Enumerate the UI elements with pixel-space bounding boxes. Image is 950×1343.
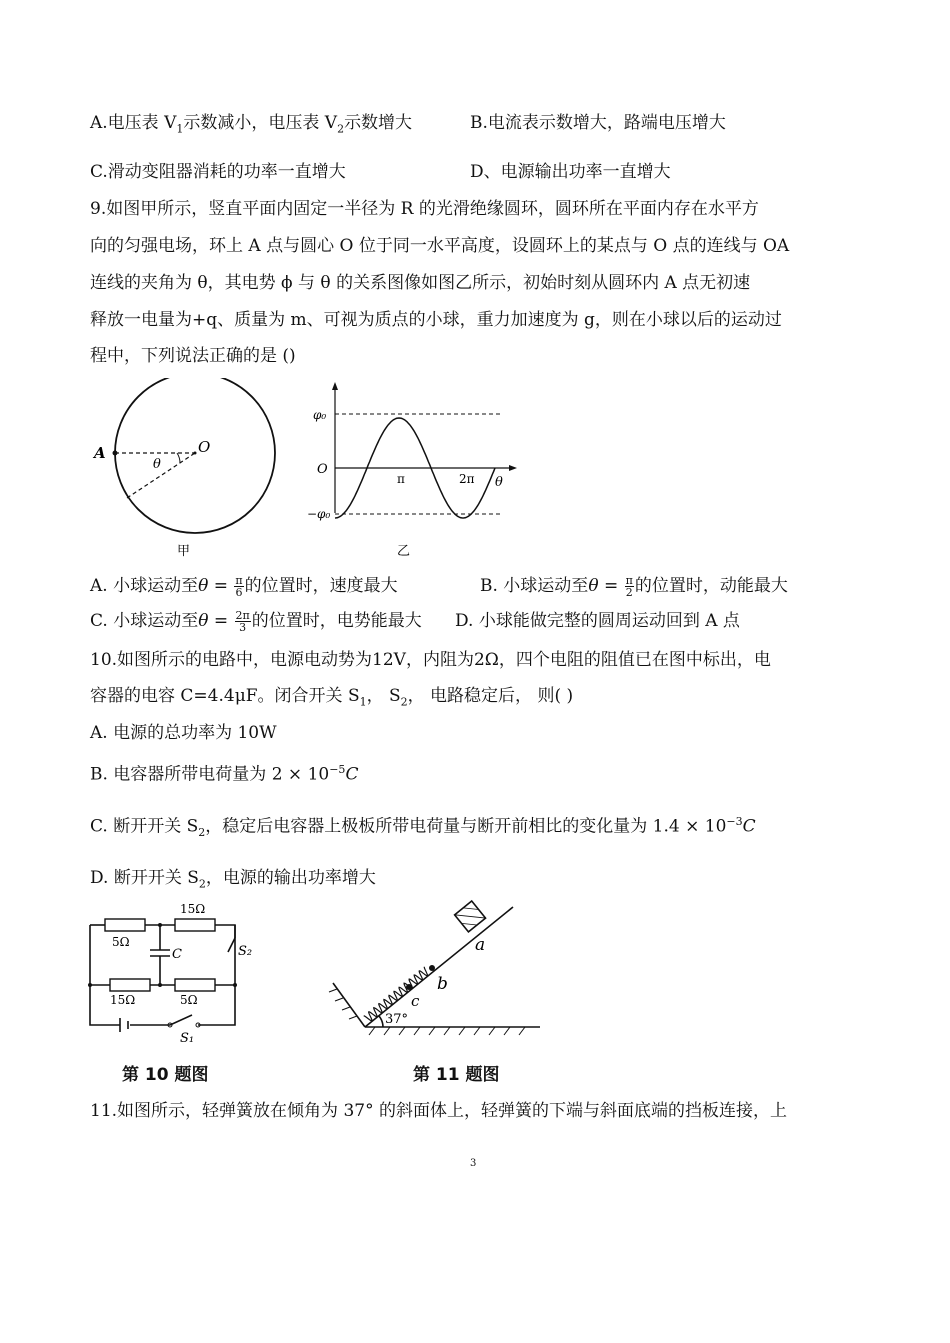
point-c bbox=[406, 984, 412, 990]
label-r-bot-right: 5Ω bbox=[180, 993, 198, 1007]
q9-stem-line-2: 向的匀强电场，环上 A 点与圆心 O 位于同一水平高度，设圆环上的某点与 O 点的连线与 OA bbox=[90, 236, 790, 256]
q10-stem-line-2: 容器的电容 C=4.4μF。闭合开关 $S_1$， $S_2$， 电路稳定后， 则( ) bbox=[90, 686, 574, 709]
q11-figure-caption: 第 11 题图 bbox=[413, 1065, 500, 1085]
resistor-15-bottom bbox=[110, 979, 150, 991]
q10-option-a: A. 电源的总功率为 10W bbox=[90, 723, 277, 743]
angle-arc bbox=[379, 1016, 383, 1027]
q11-figure-incline bbox=[325, 895, 550, 1045]
node-right bbox=[233, 983, 237, 987]
label-phi0: φ₀ bbox=[313, 408, 327, 422]
q9-stem-line-3: 连线的夹角为 θ，其电势 ϕ 与 θ 的关系图像如图乙所示，初始时刻从圆环内 A 点无初速 bbox=[90, 273, 751, 293]
resistor-15-top bbox=[175, 919, 215, 931]
page-number: 3 bbox=[470, 1158, 477, 1169]
baffle-hatch bbox=[329, 989, 357, 1019]
x-axis-arrow bbox=[509, 465, 517, 471]
baffle-plate bbox=[333, 983, 365, 1027]
label-a: a bbox=[475, 935, 486, 955]
caption-jia: 甲 bbox=[177, 544, 191, 559]
theta-arc bbox=[177, 453, 180, 463]
q9-option-a: A. 小球运动至θ = $\frac{\pi}{6}$ 的位置时，速度最大 bbox=[90, 574, 398, 599]
label-s1: S₁ bbox=[180, 1031, 195, 1046]
q9-option-b: B. 小球运动至θ = $\frac{\pi}{2}$ 的位置时，动能最大 bbox=[480, 574, 788, 599]
radius-line bbox=[127, 453, 195, 498]
label-theta-axis: θ bbox=[495, 475, 503, 490]
ground-hatch bbox=[369, 1027, 525, 1035]
q9-stem-line-4: 释放一电量为+q、质量为 m、可视为质点的小球，重力加速度为 g，则在小球以后的运动过 bbox=[90, 310, 782, 330]
wire-right bbox=[198, 925, 235, 1025]
label-c: c bbox=[411, 992, 420, 1010]
node-top bbox=[158, 923, 162, 927]
q10-stem-line-1: 10.如图所示的电路中，电源电动势为12V，内阻为2Ω，四个电阻的阻值已在图中标出，电 bbox=[90, 650, 771, 670]
q11-stem-line-1: 11.如图所示，轻弹簧放在倾角为 37° 的斜面体上，轻弹簧的下端与斜面底端的挡板连接，上 bbox=[90, 1101, 787, 1121]
label-theta: θ bbox=[153, 457, 161, 472]
q10-figure-caption: 第 10 题图 bbox=[122, 1065, 209, 1085]
label-o: O bbox=[198, 438, 211, 456]
label-r-bot-left: 15Ω bbox=[110, 993, 136, 1007]
caption-yi: 乙 bbox=[397, 544, 411, 559]
label-b: b bbox=[437, 974, 448, 994]
label-capacitor: C bbox=[172, 947, 182, 962]
q10-figure-circuit bbox=[80, 890, 270, 1050]
q9-figure-potential-graph bbox=[305, 378, 525, 563]
y-axis-arrow bbox=[332, 382, 338, 390]
node-mid bbox=[158, 983, 162, 987]
point-a bbox=[113, 451, 118, 456]
q9-option-d: D. 小球能做完整的圆周运动回到 A 点 bbox=[455, 611, 740, 631]
q10-option-d: D. 断开开关 $S_2$，电源的输出功率增大 bbox=[90, 868, 376, 891]
center-o bbox=[194, 452, 197, 455]
q9-stem-line-1: 9.如图甲所示，竖直平面内固定一半径为 R 的光滑绝缘圆环，圆环所在平面内存在水平方 bbox=[90, 199, 759, 219]
block-a bbox=[455, 901, 486, 932]
q8-option-b: B.电流表示数增大，路端电压增大 bbox=[470, 113, 726, 133]
q10-option-b: B. 电容器所带电荷量为 $2 \times 10^{-5}C$ bbox=[90, 763, 359, 785]
q9-stem-line-5: 程中，下列说法正确的是 () bbox=[90, 346, 296, 366]
label-neg-phi0: −φ₀ bbox=[307, 507, 331, 521]
label-angle: 37° bbox=[385, 1012, 409, 1027]
wire-top-right bbox=[215, 925, 235, 938]
q8-option-c: C.滑动变阻器消耗的功率一直增大 bbox=[90, 162, 346, 182]
label-s2: S₂ bbox=[238, 944, 253, 959]
label-2pi: 2π bbox=[459, 472, 475, 486]
q8-option-a: A.电压表 $V_1$示数减小，电压表 $V_2$示数增大 bbox=[90, 113, 413, 136]
label-pi: π bbox=[397, 472, 405, 486]
q8-option-d: D、电源输出功率一直增大 bbox=[470, 162, 671, 182]
q9-option-c: C. 小球运动至θ = $\frac{2\pi}{3}$ 的位置时，电势能最大 bbox=[90, 609, 422, 634]
ring-circle bbox=[115, 378, 275, 533]
label-r-top-left: 5Ω bbox=[112, 935, 130, 949]
label-r-top-right: 15Ω bbox=[180, 902, 206, 916]
label-a: A bbox=[94, 444, 106, 462]
resistor-5-top bbox=[105, 919, 145, 931]
s2-blade bbox=[228, 938, 235, 952]
q9-figure-ring bbox=[85, 378, 285, 563]
point-b bbox=[429, 965, 435, 971]
label-origin: O bbox=[317, 462, 328, 477]
node-left bbox=[88, 983, 92, 987]
s1-blade bbox=[170, 1015, 192, 1025]
resistor-5-bottom bbox=[175, 979, 215, 991]
q10-option-c: C. 断开开关 $S_2$，稳定后电容器上极板所带电荷量与断开前相比的变化量为 $1.4 \times 10^{-3}C$ bbox=[90, 815, 756, 840]
